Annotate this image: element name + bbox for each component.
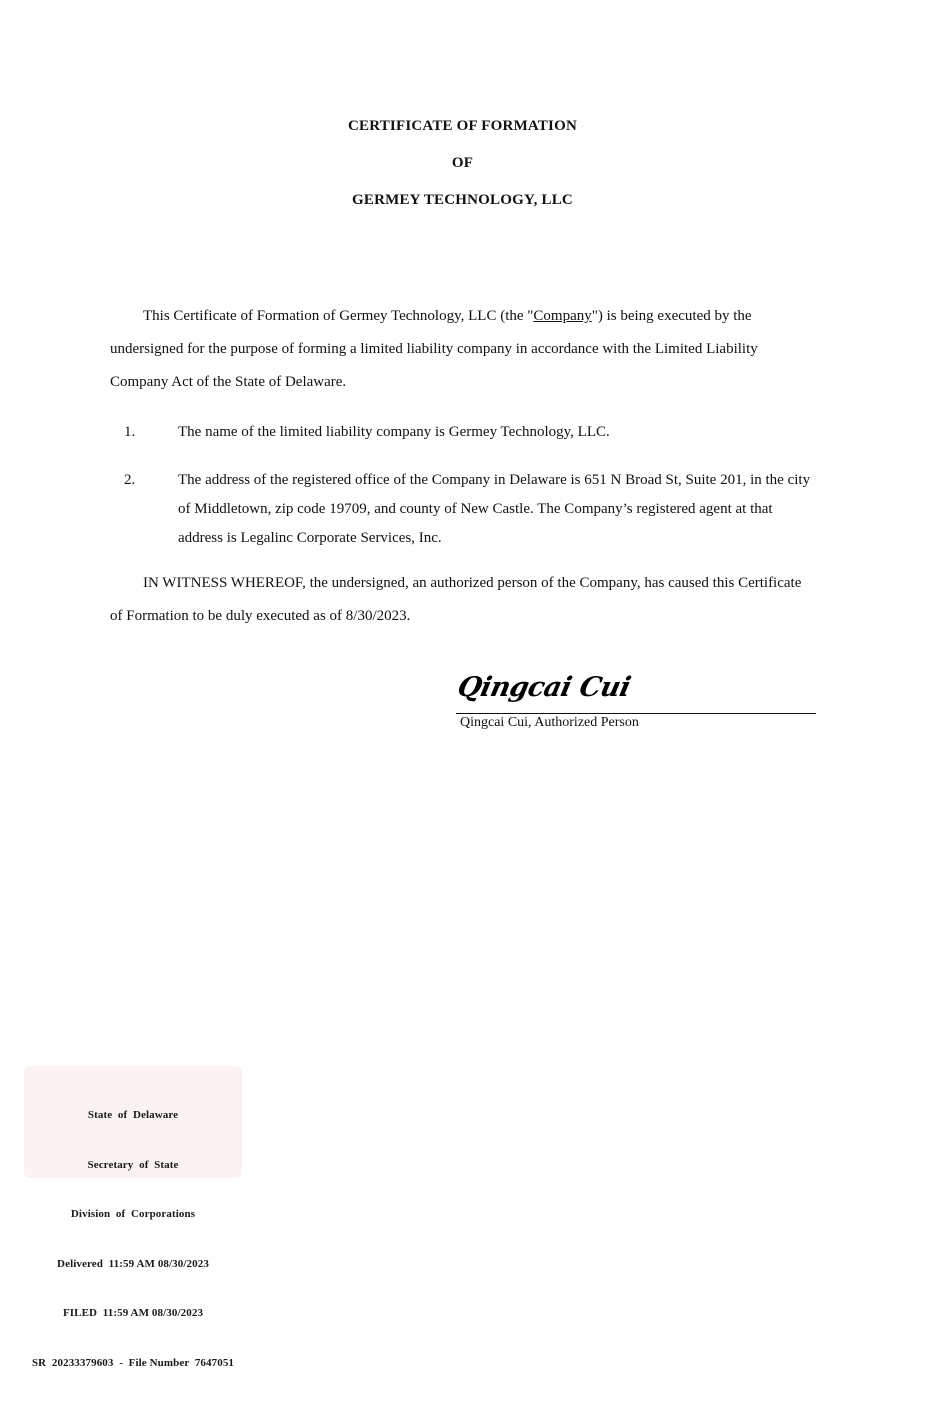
stamp-line-delivered: Delivered 11:59 AM 08/30/2023 bbox=[57, 1257, 209, 1270]
witness-line-2: of Formation to be duly executed as of 8/30/2023. bbox=[110, 608, 411, 624]
item-2-line-3: address is Legalinc Corporate Services, Inc. bbox=[178, 530, 442, 546]
intro-line-1-after: ") is being executed by the bbox=[591, 308, 752, 324]
stamp-line-state: State of Delaware bbox=[87, 1109, 179, 1121]
intro-line-2: undersigned for the purpose of forming a limited liability company in accordance with the Limited Liability bbox=[110, 341, 758, 357]
witness-line-1 bbox=[110, 567, 810, 600]
witness-paragraph bbox=[110, 567, 810, 633]
intro-line-3: Company Act of the State of Delaware. bbox=[110, 374, 347, 390]
stamp-line-division: Division of Corporations bbox=[70, 1208, 196, 1220]
defined-term-company: Company bbox=[533, 308, 592, 324]
item-text-2 bbox=[178, 466, 818, 553]
witness-line-1-text: IN WITNESS WHEREOF, the undersigned, an authorized person of the Company, has caused this Certificate bbox=[143, 575, 802, 591]
intro-line-1-before: This Certificate of Formation of Germey Technology, LLC (the " bbox=[143, 308, 534, 324]
document-title bbox=[0, 116, 925, 227]
signature-caption: Qingcai Cui, Authorized Person bbox=[460, 715, 639, 730]
title-line-3: GERMEY TECHNOLOGY, LLC bbox=[352, 192, 573, 208]
stamp-line-secretary: Secretary of State bbox=[87, 1158, 179, 1171]
intro-line-1 bbox=[110, 300, 800, 333]
item-2-line-1: The address of the registered office of the Company in Delaware is 651 N Broad St, Suite 201, in the city bbox=[178, 472, 811, 488]
item-2-line-2: of Middletown, zip code 19709, and county of New Castle. The Company’s registered agent at that bbox=[178, 501, 773, 517]
item-text-1 bbox=[178, 418, 818, 447]
item-number-2: 2. bbox=[124, 472, 136, 488]
filing-stamp bbox=[24, 1066, 242, 1369]
item-1-line-1: The name of the limited liability company is Germey Technology, LLC. bbox=[178, 424, 610, 440]
intro-paragraph bbox=[110, 300, 800, 399]
stamp-line-file-number: SR 20233379603 - File Number 7647051 bbox=[31, 1356, 235, 1369]
numbered-item-1 bbox=[110, 418, 810, 448]
filing-stamp-text bbox=[24, 1074, 242, 1404]
stamp-line-filed: FILED 11:59 AM 08/30/2023 bbox=[62, 1307, 204, 1319]
title-line-1: CERTIFICATE OF FORMATION bbox=[347, 118, 577, 134]
item-number-1: 1. bbox=[124, 424, 136, 440]
title-line-2: OF bbox=[451, 155, 474, 171]
numbered-item-2 bbox=[110, 466, 810, 556]
handwritten-signature: Qingcai Cui bbox=[454, 672, 634, 703]
